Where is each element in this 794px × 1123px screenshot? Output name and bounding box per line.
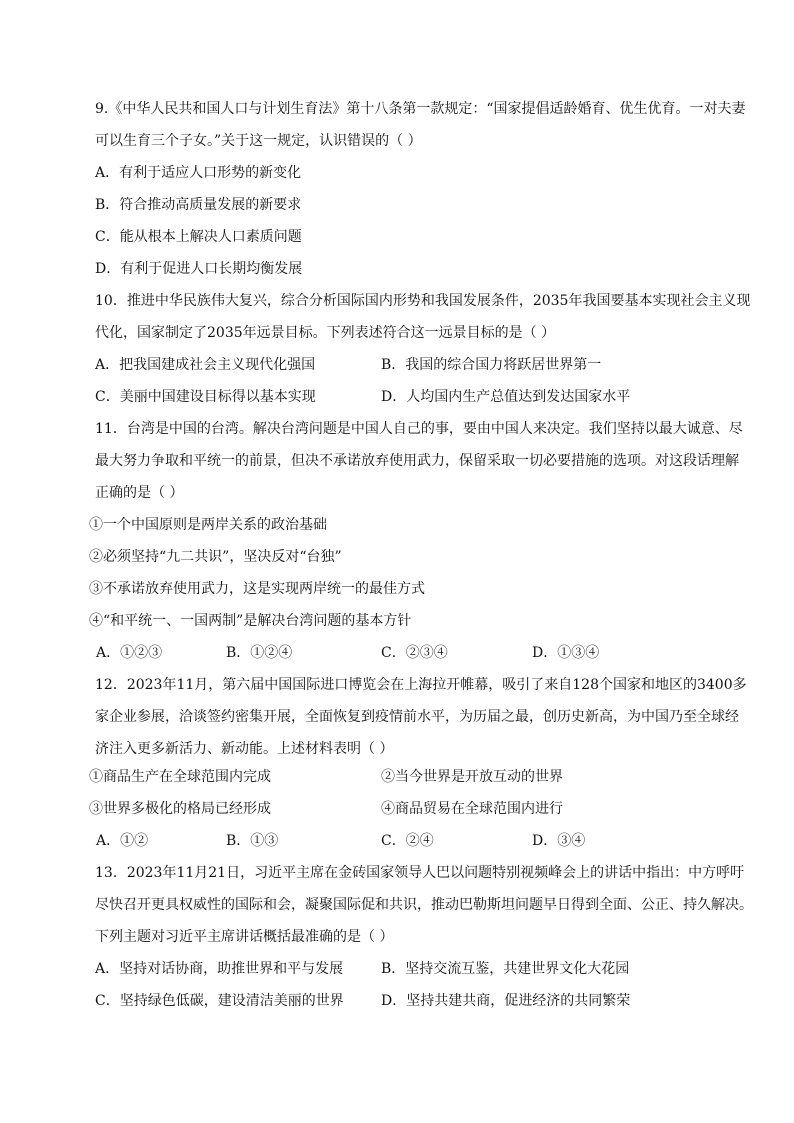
q13-option-d: D．坚持共建共商，促进经济的共同繁荣 (381, 993, 631, 1009)
q10-option-b: B．我国的综合国力将跃居世界第一 (381, 357, 602, 373)
q11-option-c: C．②③④ (381, 645, 448, 661)
q11-option-b: B．①②④ (226, 645, 293, 661)
q11-statement-2: ②必须坚持“九二共识”，坚决反对“台独” (89, 549, 342, 565)
q9-stem-line-1: 9.《中华人民共和国人口与计划生育法》第十八条第一款规定：“国家提倡适龄婚育、优生优育。一对夫妻 (95, 101, 746, 117)
q12-option-a: A．①② (96, 833, 149, 849)
q11-stem-line-1: 11．台湾是中国的台湾。解决台湾问题是中国人自己的事，要由中国人来决定。我们坚持以最大诚意、尽 (95, 421, 743, 437)
q13-stem-line-2: 尽快召开更具权威性的国际和会，凝聚国际促和共识，推动巴勒斯坦问题早日得到全面、公正、持久解决。 (95, 897, 753, 913)
q9-option-a: A．有利于适应人口形势的新变化 (95, 165, 302, 181)
q12-stem-line-3: 济注入更多新活力、新动能。上述材料表明（ ） (95, 741, 394, 757)
q11-statement-4: ④“和平统一、一国两制”是解决台湾问题的基本方针 (89, 613, 412, 629)
q11-stem-line-2: 最大努力争取和平统一的前景，但决不承诺放弃使用武力，保留采取一切必要措施的选项。对这段话理解 (95, 453, 739, 469)
q13-stem-line-3: 下列主题对习近平主席讲话概括最准确的是（ ） (95, 929, 394, 945)
q12-stem-line-2: 家企业参展，洽谈签约密集开展，全面恢复到疫情前水平，为历届之最，创历史新高，为中国乃至全球经 (95, 709, 739, 725)
q12-statement-4: ④商品贸易在全球范围内进行 (381, 801, 563, 817)
q13-option-c: C．坚持绿色低碳，建设清洁美丽的世界 (95, 993, 344, 1009)
q10-option-d: D．人均国内生产总值达到发达国家水平 (381, 389, 631, 405)
q12-stem-line-1: 12．2023年11月，第六届中国国际进口博览会在上海拉开帷幕，吸引了来自128个国家和地区的3400多 (95, 677, 747, 693)
q10-stem-line-1: 10．推进中华民族伟大复兴，综合分析国际国内形势和我国发展条件，2035年我国要基本实现社会主义现 (95, 293, 751, 309)
q12-statement-2: ②当今世界是开放互动的世界 (381, 769, 563, 785)
q13-option-b: B．坚持交流互鉴，共建世界文化大花园 (381, 961, 630, 977)
q12-option-b: B．①③ (226, 833, 279, 849)
q9-stem-line-2: 可以生育三个子女。”关于这一规定，认识错误的（ ） (95, 133, 422, 149)
q12-statement-1: ①商品生产在全球范围内完成 (89, 769, 271, 785)
q13-stem-line-1: 13．2023年11月21日，习近平主席在金砖国家领导人巴以问题特别视频峰会上的讲话中指出：中方呼吁 (95, 865, 745, 881)
q11-statement-3: ③不承诺放弃使用武力，这是实现两岸统一的最佳方式 (89, 581, 425, 597)
q9-option-b: B．符合推动高质量发展的新要求 (95, 197, 302, 213)
q9-option-d: D．有利于促进人口长期均衡发展 (95, 261, 303, 277)
q11-option-a: A．①②③ (96, 645, 163, 661)
q13-option-a: A．坚持对话协商，助推世界和平与发展 (95, 961, 344, 977)
q10-option-c: C．美丽中国建设目标得以基本实现 (95, 389, 316, 405)
q9-option-c: C．能从根本上解决人口素质问题 (95, 229, 302, 245)
q10-stem-line-2: 代化，国家制定了2035年远景目标。下列表述符合这一远景目标的是（ ） (95, 325, 556, 341)
q11-statement-1: ①一个中国原则是两岸关系的政治基础 (89, 517, 327, 533)
q11-option-d: D．①③④ (532, 645, 600, 661)
q11-stem-line-3: 正确的是（ ） (95, 485, 184, 501)
q12-option-d: D．③④ (532, 833, 586, 849)
q12-option-c: C．②④ (381, 833, 434, 849)
q12-statement-3: ③世界多极化的格局已经形成 (89, 801, 271, 817)
q10-option-a: A．把我国建成社会主义现代化强国 (95, 357, 316, 373)
